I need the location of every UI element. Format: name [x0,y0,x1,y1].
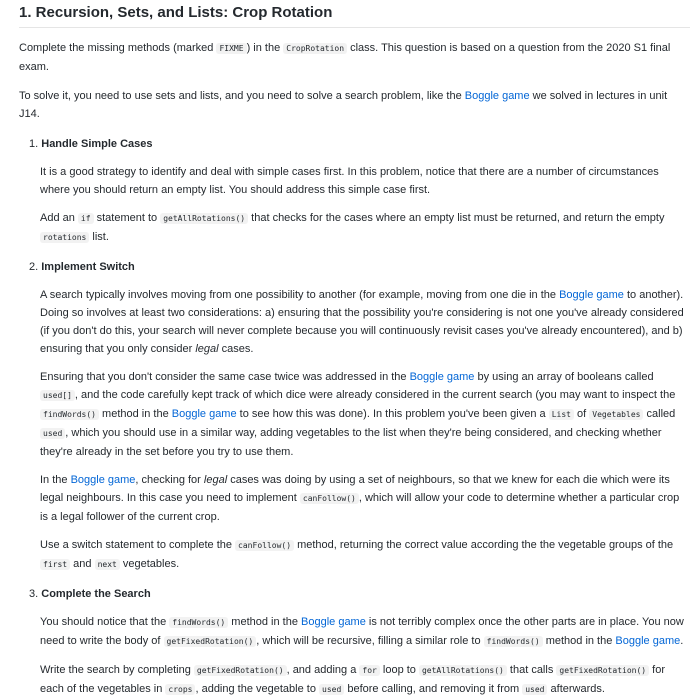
code-vegetables: Vegetables [589,409,643,420]
task-body [40,286,684,574]
text: A search typically involves moving from one possibility to another (for example, moving from one die in the [40,289,560,301]
task-heading [29,585,690,603]
code-crops: crops [165,684,195,695]
emphasis: legal [203,474,228,486]
page-title: 1. Recursion, Sets, and Lists: Crop Rotation [19,0,690,28]
text: for each of the vegetables in [40,664,665,695]
code-getallrotations: getAllRotations() [160,213,248,224]
code-findwords: findWords() [40,409,99,420]
boggle-game-link[interactable]: Boggle game [559,289,624,301]
intro-paragraph-1 [19,39,690,76]
code-first: first [40,559,70,570]
code-findwords: findWords() [169,617,228,628]
task-title: Handle Simple Cases [41,138,153,150]
intro-paragraph-2 [19,87,690,123]
code-fixme: FIXME [216,43,246,54]
text: , checking for [135,474,204,486]
code-if: if [78,213,94,224]
text: afterwards. [547,683,605,695]
paragraph [40,536,684,574]
text: Write the search by completing [40,664,194,676]
boggle-game-link[interactable]: Boggle game [464,90,530,102]
text: class. This question is based on a question from the 2020 S1 final exam. [19,42,671,73]
task-2 [19,258,690,574]
code-findwords: findWords() [484,636,543,647]
task-heading [29,135,690,153]
text: Add an [40,212,78,224]
boggle-game-link[interactable]: Boggle game [171,408,237,420]
text: is not terribly complex once the other parts are in place. You now need to write the body of [40,616,684,647]
code-used: used [40,428,65,439]
text: , which you should use in a similar way, adding vegetables to the list when they're being considered, and checking whether they're already in the set before you try to use them. [40,427,662,458]
paragraph [40,368,684,461]
text: of [573,408,590,420]
code-croprotation: CropRotation [283,43,347,54]
text: , and adding a [286,664,360,676]
boggle-game-link[interactable]: Boggle game [615,635,681,647]
text: Complete the missing methods (marked [19,42,217,54]
code-getfixedrotation: getFixedRotation() [194,665,287,676]
text: cases. [218,343,254,355]
paragraph [40,471,684,526]
text: to see how this was done). In this problem you've been given a [236,408,549,420]
text: , and the code carefully kept track of which dice were already considered in the current search (you may want to inspect the [74,389,676,401]
task-1 [19,135,690,247]
text: Ensuring that you don't consider the same case twice was addressed in the [40,371,410,383]
code-getallrotations: getAllRotations() [419,665,507,676]
text: . [680,635,684,647]
text: and [70,558,95,570]
paragraph: It is a good strategy to identify and deal with simple cases first. In this problem, notice that there are a number of circumstances where you should return an empty list. You should address this simple case first. [40,166,659,196]
text: In the [40,474,71,486]
text: that calls [506,664,557,676]
text: vegetables. [119,558,180,570]
paragraph [40,661,684,699]
text: by using an array of booleans called [474,371,654,383]
boggle-game-link[interactable]: Boggle game [70,474,136,486]
text: method in the [228,616,302,628]
text: , adding the vegetable to [195,683,320,695]
code-for: for [359,665,379,676]
paragraph [40,286,684,358]
text: that checks for the cases where an empty list must be returned, and return the empty [248,212,665,224]
task-body [40,613,684,699]
text: method in the [98,408,172,420]
task-heading [29,258,690,276]
text: called [643,408,676,420]
text: , which will allow your code to determine whether a particular crop is a legal follower of the current crop. [40,492,680,523]
text: method, returning the correct value according the the vegetable groups of the [294,539,674,551]
text: we solved in lectures in unit J14. [19,90,668,120]
paragraph [40,613,684,651]
text: to another). Doing so involves at least two considerations: a) ensuring that the possibility you're considering is not one you've already considered (if you don't do this, your search will never complete because you will continuously revisit cases you've already encountered), and b) ensuring that you only consider [40,289,684,355]
code-canfollow: canFollow() [235,540,294,551]
code-rotations: rotations [40,232,89,243]
boggle-game-link[interactable]: Boggle game [409,371,475,383]
code-canfollow: canFollow() [300,493,359,504]
task-body [40,163,684,247]
code-used: used [319,684,344,695]
code-used-array: used[] [40,390,75,401]
text: Use a switch statement to complete the [40,539,236,551]
text: before calling, and removing it from [344,683,523,695]
text: list. [89,231,109,243]
text: cases was doing by using a set of neighbours, so that we knew for each die which were its legal neighbours. In this case you need to implement [40,474,670,504]
text: statement to [93,212,161,224]
task-3 [19,585,690,699]
code-used: used [522,684,547,695]
text: To solve it, you need to use sets and lists, and you need to solve a search problem, like the [19,90,465,102]
task-number: 3. [29,588,39,600]
code-list: List [549,409,574,420]
text: loop to [379,664,419,676]
text: You should notice that the [40,616,170,628]
task-title: Implement Switch [41,261,135,273]
emphasis: legal [195,343,219,355]
task-number: 1. [29,138,39,150]
text: method in the [542,635,616,647]
boggle-game-link[interactable]: Boggle game [301,616,366,628]
code-getfixedrotation: getFixedRotation() [556,665,649,676]
code-getfixedrotation: getFixedRotation() [164,636,257,647]
task-number: 2. [29,261,39,273]
paragraph [40,209,684,247]
text: , which will be recursive, filling a similar role to [256,635,484,647]
task-title: Complete the Search [41,588,151,600]
text: ) in the [246,42,284,54]
code-next: next [95,559,120,570]
